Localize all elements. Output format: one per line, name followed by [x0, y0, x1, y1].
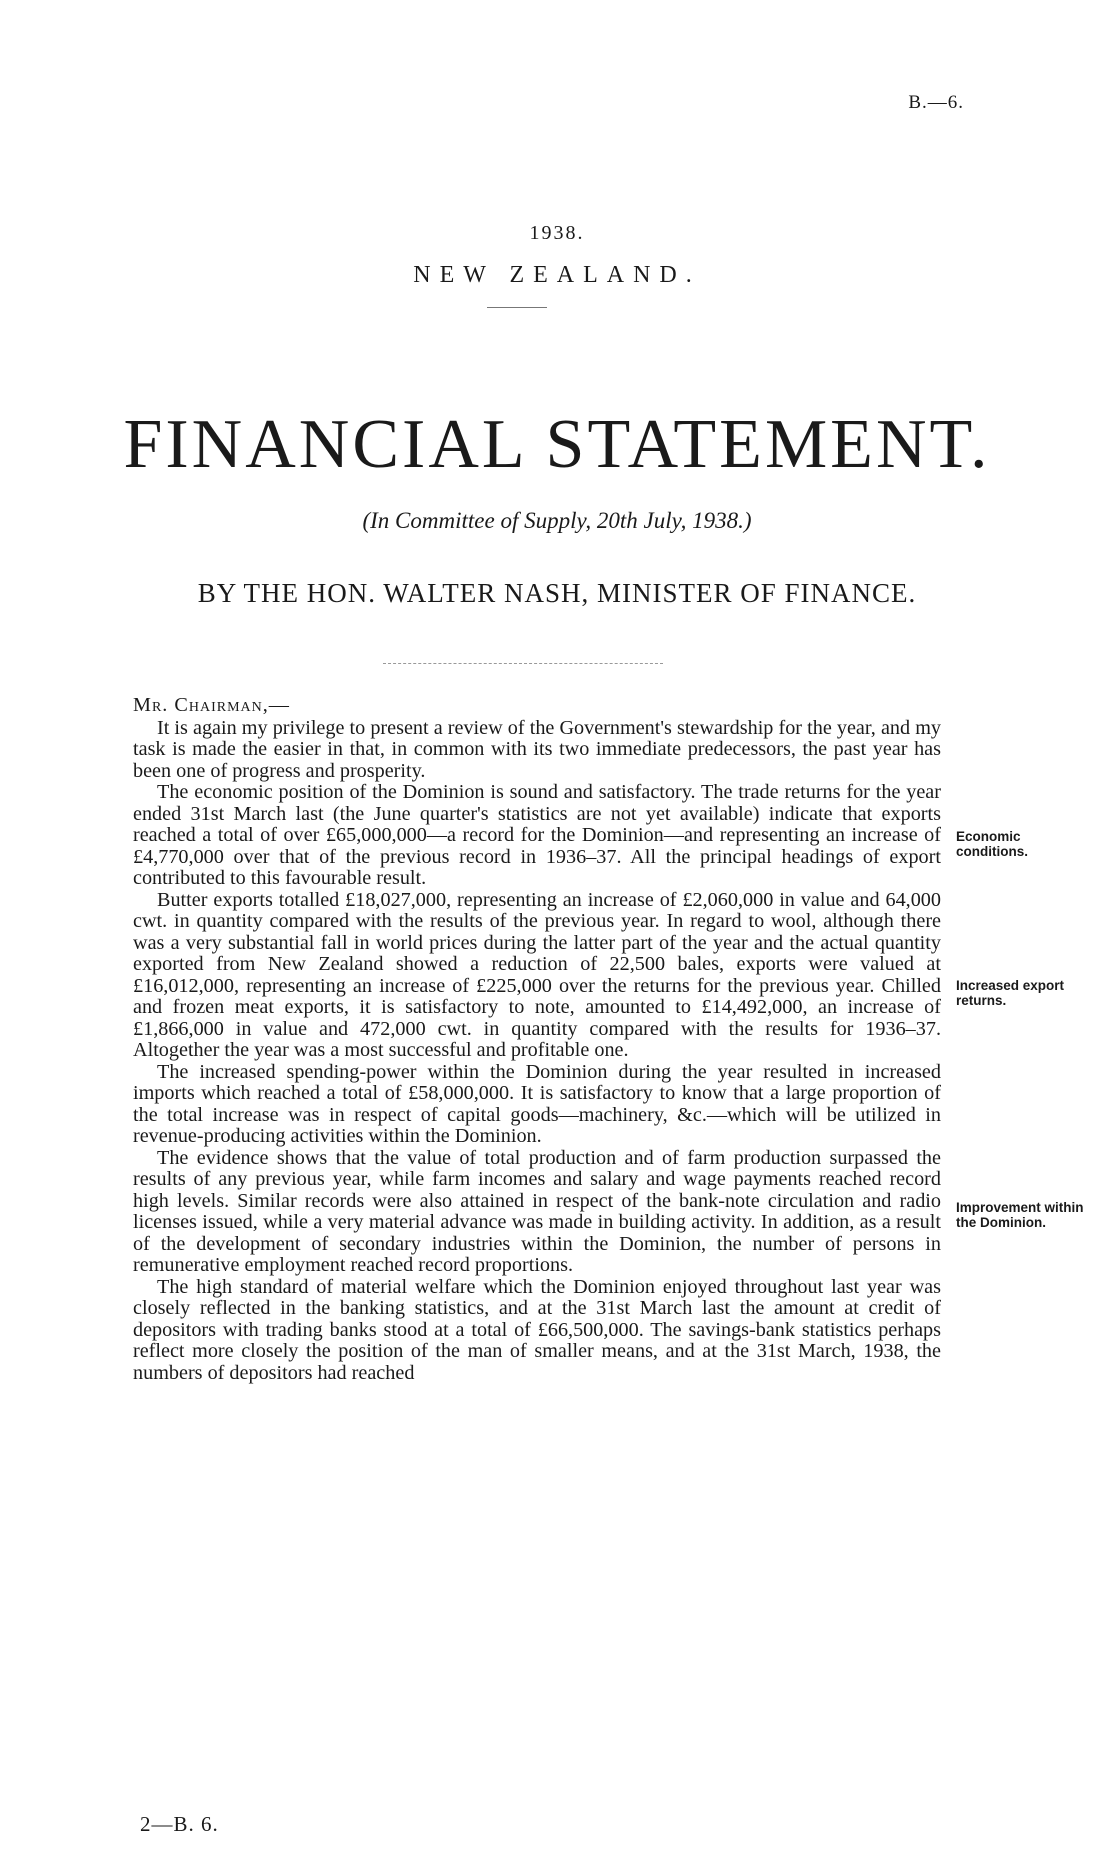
paragraph: The high standard of material welfare which the Dominion enjoyed throughout last year was closely reflected in the banking statistics, and at the 31st March last the amount at credit of depositors with trading banks stood at a total of £66,500,000. The savings-bank statistics perhaps reflect more closely the position of the man of smaller means, and at the 31st March, 1938, the numbers of depositors had reached: [133, 1275, 941, 1384]
document-subtitle: (In Committee of Supply, 20th July, 1938.): [362, 508, 752, 533]
paragraph: The evidence shows that the value of total production and of farm production surpassed the results of any previous year, while farm incomes and salary and wage payments reached record high levels. Similar records were also attained in respect of the bank-note circulation and radio licenses issued, while a very material advance was made in building activity. In addition, as a result of the development of secondary industries within the Dominion, the number of persons in remunerative employment reached record proportions.: [133, 1146, 941, 1276]
paragraph: The increased spending-power within the Dominion during the year resulted in increased imports which reached a total of £58,000,000. It is satisfactory to know that a large proportion of the total increase was in respect of capital goods—machinery, &c.—which will be utilized in revenue-producing activities within the Dominion.: [133, 1060, 941, 1147]
author-line: BY THE HON. WALTER NASH, MINISTER OF FINANCE.: [197, 578, 917, 608]
paragraph: It is again my privilege to present a review of the Government's stewardship for the year, and my task is made the easier in that, in common with its two immediate predecessors, the past year has been one of progress and prosperity.: [133, 716, 941, 782]
paragraph: The economic position of the Dominion is sound and satisfactory. The trade returns for the year ended 31st March last (the June quarter's statistics are not yet available) indicate that exports reached a total of over £65,000,000—a record for the Dominion—and representing an increase of £4,770,000 over that of the previous record in 1936–37. All the principal headings of export contributed to this favourable result.: [133, 781, 941, 889]
margin-note-improvement: Improvement within the Dominion.: [956, 1200, 1084, 1230]
short-divider: [487, 307, 547, 308]
footer-signature: 2—B. 6.: [140, 1812, 219, 1836]
margin-note-economic: Economic conditions.: [956, 829, 1028, 859]
long-divider: [383, 663, 663, 664]
margin-note-exports: Increased export returns.: [956, 978, 1065, 1008]
body-text: [133, 695, 941, 1384]
salutation: Mr. Chairman,—: [133, 694, 290, 716]
year-heading: 1938.: [529, 222, 585, 244]
document-title: FINANCIAL STATEMENT.: [123, 406, 991, 483]
page-reference: B.—6.: [908, 92, 964, 113]
country-heading: NEW ZEALAND.: [413, 262, 701, 288]
paragraph: Butter exports totalled £18,027,000, representing an increase of £2,060,000 in value and 64,000 cwt. in quantity compared with the results of the previous year. In regard to wool, although there was a very substantial fall in world prices during the latter part of the year and the actual quantity exported from New Zealand showed a reduction of 22,500 bales, exports were valued at £16,012,000, representing an increase of £225,000 over the returns for the previous year. Chilled and frozen meat exports, it is satisfactory to note, amounted to £14,492,000, an increase of £1,866,000 in value and 472,000 cwt. in quantity compared with the results for 1936–37. Altogether the year was a most successful and profitable one.: [133, 888, 941, 1061]
